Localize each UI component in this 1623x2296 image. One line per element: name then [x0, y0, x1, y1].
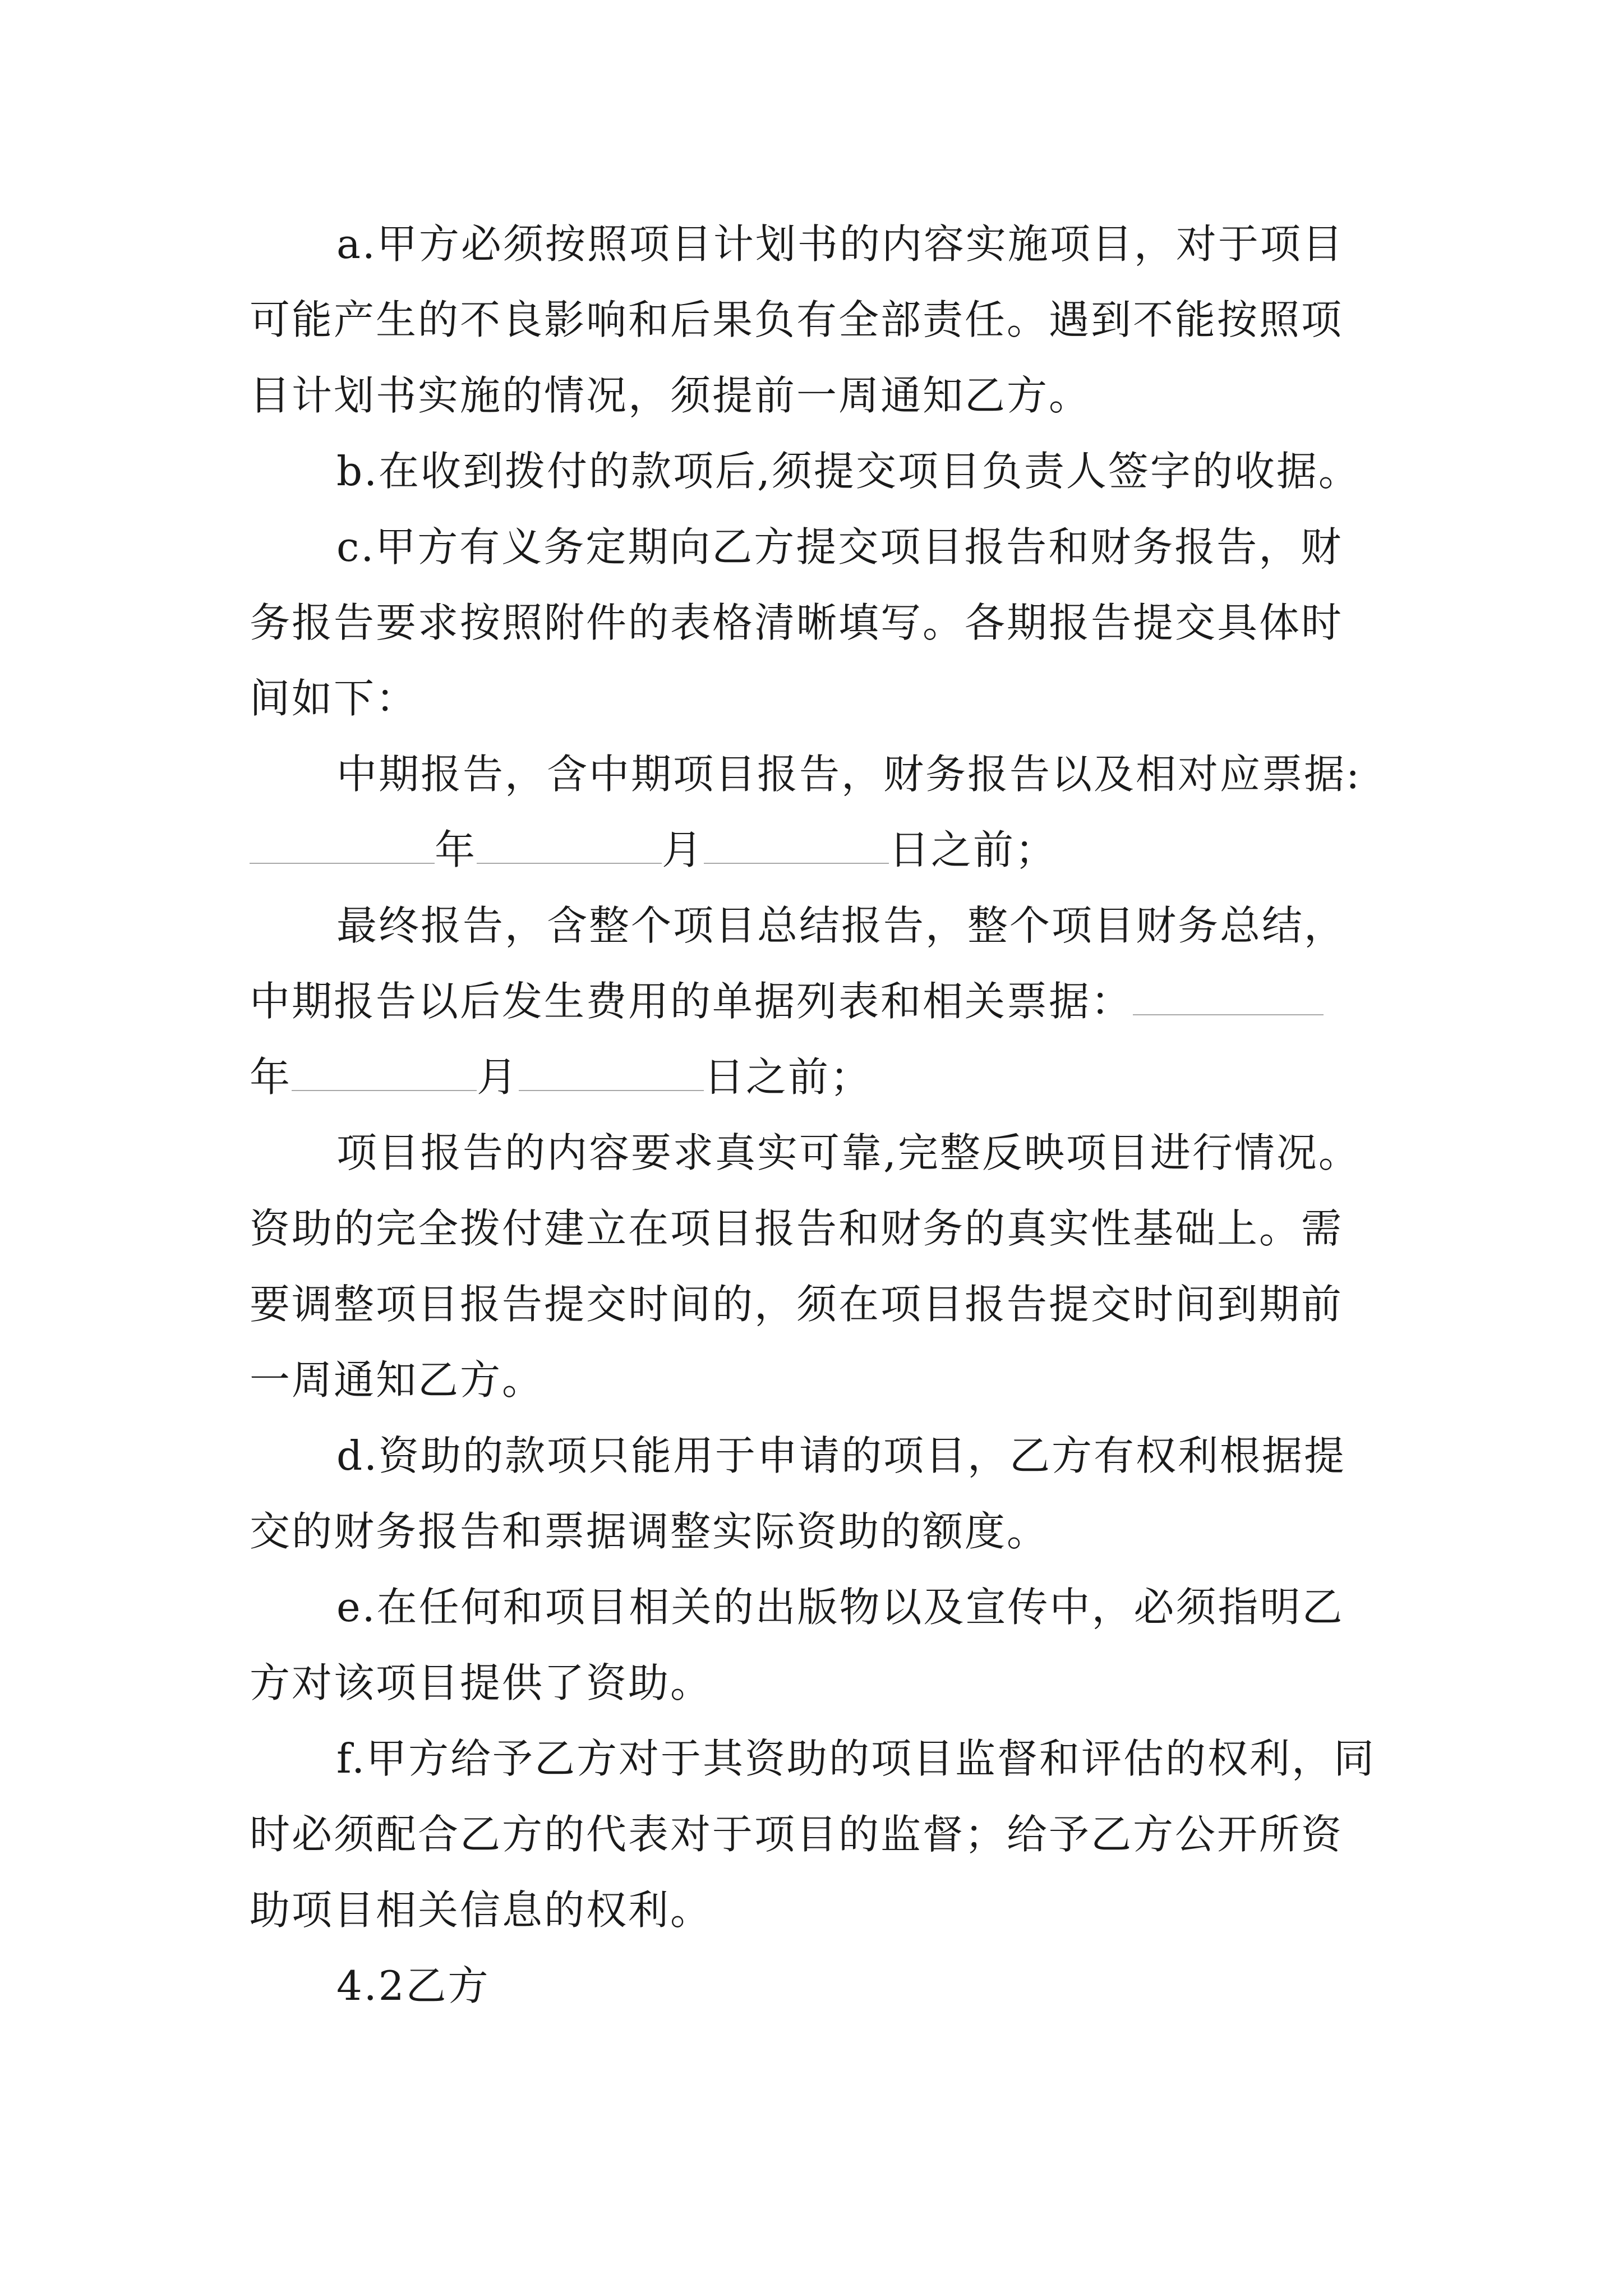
final-report-text: 最终报告，含整个项目总结报告，整个项目财务总结，中期报告以后发生费用的单据列表和相关票据： [250, 902, 1347, 1025]
final-month-unit: 月 [477, 1053, 519, 1101]
midterm-day-suffix: 日之前； [889, 826, 1058, 873]
final-report-label [250, 888, 1382, 1039]
clause-d: d.资助的款项只能用于申请的项目，乙方有权利根据提交的财务报告和票据调整实际资助的额度。 [250, 1432, 1346, 1555]
midterm-year-blank[interactable] [250, 857, 435, 864]
clause-b: b.在收到拨付的款项后,须提交项目负责人签字的收据。 [336, 448, 1361, 495]
clause-a: a.甲方必须按照项目计划书的内容实施项目，对于项目可能产生的不良影响和后果负有全部责任。遇到不能按照项目计划书实施的情况，须提前一周通知乙方。 [250, 220, 1344, 419]
section-heading-4-2: 4.2乙方 [336, 1962, 490, 2009]
document-body [250, 206, 1382, 2024]
final-day-suffix: 日之前； [704, 1053, 873, 1101]
final-year-blank[interactable] [1133, 1009, 1324, 1015]
final-month-blank[interactable] [292, 1084, 477, 1091]
clause-f: f.甲方给予乙方对于其资助的项目监督和评估的权利，同时必须配合乙方的代表对于项目的监督；给予乙方公开所资助项目相关信息的权利。 [250, 1735, 1376, 1934]
midterm-year-unit: 年 [435, 826, 477, 873]
final-date-line [250, 1039, 1382, 1115]
midterm-report-label: 中期报告，含中期项目报告，财务报告以及相对应票据: [336, 751, 1362, 798]
clause-c: c.甲方有义务定期向乙方提交项目报告和财务报告，财务报告要求按照附件的表格清晰填写。各期报告提交具体时间如下： [250, 523, 1344, 722]
midterm-day-blank[interactable] [704, 857, 889, 864]
final-year-unit: 年 [250, 1053, 292, 1101]
final-day-blank[interactable] [519, 1084, 704, 1091]
clause-e: e.在任何和项目相关的出版物以及宣传中，必须指明乙方对该项目提供了资助。 [250, 1584, 1344, 1706]
midterm-month-unit: 月 [662, 826, 704, 873]
midterm-month-blank[interactable] [477, 857, 662, 864]
midterm-date-line [250, 812, 1382, 888]
report-requirements: 项目报告的内容要求真实可靠,完整反映项目进行情况。资助的完全拨付建立在项目报告和财务的真实性基础上。需要调整项目报告提交时间的，须在项目报告提交时间到期前一周通知乙方。 [250, 1129, 1361, 1404]
